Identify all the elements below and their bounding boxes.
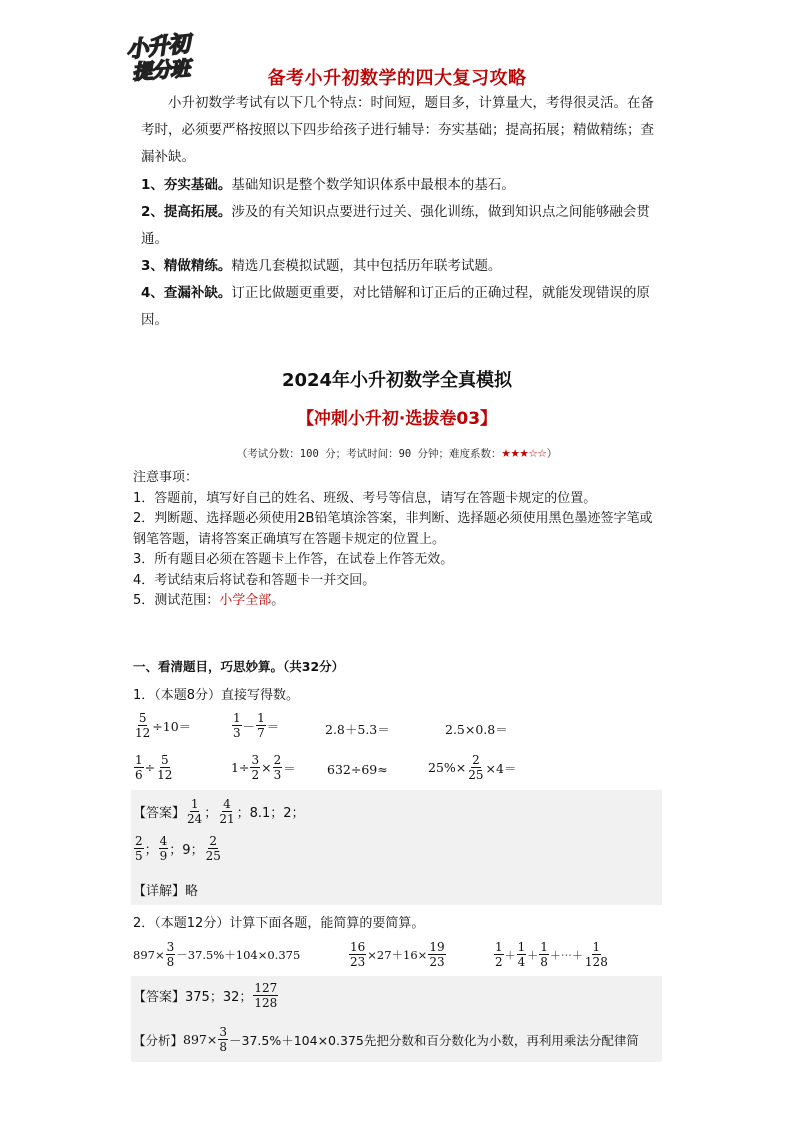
- q1-answer-line-2: [133, 834, 223, 863]
- step-3-text: 精选几套模拟试题，其中包括历年联考试题。: [231, 258, 502, 274]
- fraction: $\frac{5}{12}$: [135, 711, 151, 740]
- scope-value: 小学全部: [219, 593, 272, 608]
- expr-text: ÷10＝: [152, 718, 192, 734]
- step-2-text: 涉及的有关知识点要进行过关、强化训练，做到知识点之间能够融会贯通。: [141, 204, 650, 247]
- step-3: [141, 253, 661, 280]
- star-filled-icon: ★: [510, 443, 520, 461]
- q2-analysis: [133, 1025, 639, 1054]
- expr-text: ×: [261, 760, 272, 775]
- expr-text: 1÷: [231, 760, 250, 775]
- step-4-text: 订正比做题更重要，对比错解和订正后的正确过程，就能发现错误的原因。: [141, 285, 650, 328]
- answer-text: ；: [204, 806, 218, 821]
- fraction: $\frac{1}{4}$: [517, 940, 526, 969]
- fraction: $\frac{1}{24}$: [187, 797, 203, 826]
- section-1-title: 一、看清题目，巧思妙算。（共32分）: [133, 659, 345, 674]
- expr-text: ×27＋16×: [367, 947, 428, 962]
- expr-text: ＋⋯＋: [549, 948, 583, 962]
- expr-text: 25%×: [428, 760, 467, 775]
- star-empty-icon: ☆: [528, 443, 538, 461]
- expr-text: －37.5%＋104×0.375: [176, 947, 301, 962]
- expr-text: ＝: [283, 760, 296, 776]
- fraction: $\frac{5}{12}$: [157, 753, 173, 782]
- step-1-label: 1、夯实基础。: [141, 177, 232, 193]
- fraction: $\frac{16}{23}$: [350, 940, 366, 969]
- question-1-stem: 1．（本题8分）直接写得数。: [133, 688, 300, 703]
- step-1-text: 基础知识是整个数学知识体系中最根本的基石。: [231, 177, 515, 193]
- logo-line-2: 提分班: [131, 56, 190, 84]
- fraction: $\frac{3}{8}$: [166, 940, 175, 969]
- star-filled-icon: ★: [519, 443, 529, 461]
- q1-answer-line-1: [133, 797, 305, 826]
- scope-suffix: 。: [271, 593, 285, 608]
- note-item-scope: [133, 591, 663, 612]
- step-4: [141, 280, 661, 334]
- fraction: $\frac{2}{25}$: [468, 753, 484, 782]
- note-item: 1．答题前，填写好自己的姓名、班级、考号等信息，请写在答题卡规定的位置。: [133, 490, 597, 506]
- fraction: $\frac{1}{3}$: [233, 711, 241, 740]
- q1-item-a: [133, 711, 191, 740]
- step-2: [141, 199, 661, 253]
- note-item: 3．所有题目必须在答题卡上作答，在试卷上作答无效。: [133, 552, 454, 567]
- q1-item-c: 2.8＋5.3＝: [325, 722, 390, 737]
- exam-info-end: ）: [546, 448, 558, 460]
- fraction: $\frac{2}{25}$: [205, 834, 221, 863]
- expr-text: ＋: [527, 948, 539, 962]
- fraction: $\frac{1}{6}$: [135, 753, 143, 782]
- q2-answer: [133, 981, 279, 1010]
- answer-label: 【答案】: [133, 806, 186, 821]
- answer-text: ；9；: [169, 843, 204, 858]
- exam-info: [0, 443, 794, 461]
- note-item: 4．考试结束后将试卷和答题卡一并交回。: [133, 572, 376, 588]
- fraction: $\frac{2}{5}$: [135, 834, 143, 863]
- difficulty-stars: [501, 443, 547, 461]
- q1-item-g: 632÷69≈: [327, 762, 388, 777]
- expr-text: ÷: [144, 760, 156, 775]
- q1-item-h: [428, 753, 516, 782]
- q1-item-e: [133, 753, 174, 782]
- answer-text: ；8.1；2；: [236, 806, 305, 821]
- fraction: $\frac{19}{23}$: [429, 940, 445, 969]
- q1-detail: [133, 880, 198, 899]
- expr-text: －: [242, 718, 256, 734]
- step-3-label: 3、精做精练。: [141, 258, 232, 274]
- fraction: $\frac{1}{8}$: [540, 940, 548, 969]
- detail-text: 略: [185, 884, 199, 899]
- answer-label: 【答案】: [133, 990, 186, 1005]
- expr-text: ×4＝: [485, 760, 517, 776]
- fraction: $\frac{2}{3}$: [273, 753, 282, 782]
- notes: [133, 468, 663, 612]
- expr-text: ＋: [504, 948, 516, 962]
- q1-item-d: 2.5×0.8＝: [445, 722, 508, 737]
- answer-text: ；: [144, 843, 158, 858]
- q2-expr-1: [133, 940, 300, 969]
- fraction: $\frac{1}{2}$: [495, 940, 503, 969]
- expr-text: ＝: [266, 718, 280, 734]
- detail-label: 【详解】: [133, 884, 186, 899]
- expr-text: 897×: [133, 947, 165, 962]
- star-filled-icon: ★: [501, 443, 511, 461]
- fraction: $\frac{4}{21}$: [219, 797, 235, 826]
- answer-text: 375；32；: [185, 990, 253, 1005]
- exam-info-text: （考试分数：100 分；考试时间：90 分钟；难度系数：: [236, 448, 502, 460]
- fraction: $\frac{127}{128}$: [254, 981, 278, 1010]
- header-title: 备考小升初数学的四大复习攻略: [267, 68, 527, 89]
- fraction: $\frac{1}{128}$: [584, 940, 608, 969]
- step-2-label: 2、提高拓展。: [141, 204, 232, 220]
- exam-title: 2024年小升初数学全真模拟: [281, 370, 513, 391]
- note-item: 2．判断题、选择题必须使用2B铅笔填涂答案，非判断、选择题必须使用黑色墨迹签字笔或钢笔答题，请将答案正确填写在答题卡规定的位置上。: [133, 511, 653, 547]
- step-4-label: 4、查漏补缺。: [141, 285, 232, 301]
- q2-expr-2: [348, 940, 447, 969]
- step-1: [141, 172, 661, 199]
- intro-paragraph: 小升初数学考试有以下几个特点：时间短，题目多，计算量大，考得很灵活。在备考时，必须要严格按照以下四步给孩子进行辅导：夯实基础；提高拓展；精做精练；查漏补缺。: [141, 95, 654, 165]
- fraction: $\frac{1}{7}$: [257, 711, 265, 740]
- fraction: $\frac{4}{9}$: [159, 834, 168, 863]
- fraction: $\frac{3}{2}$: [251, 753, 260, 782]
- analysis-text: 897×: [183, 1032, 218, 1047]
- analysis-text: －37.5%＋104×0.375先把分数和百分数化为小数，再利用乘法分配律简: [229, 1032, 639, 1048]
- fraction: $\frac{3}{8}$: [219, 1025, 227, 1054]
- q1-item-b: [231, 711, 279, 740]
- logo-line-1: 小升初: [125, 31, 191, 64]
- q2-expr-3: [493, 940, 610, 969]
- analysis-label: 【分析】: [133, 1032, 184, 1048]
- notes-heading: 注意事项：: [133, 470, 199, 485]
- exam-subtitle: 【冲刺小升初·选拔卷03】: [296, 409, 498, 429]
- scope-prefix: 5．测试范围：: [133, 593, 220, 608]
- star-empty-icon: ☆: [537, 443, 547, 461]
- q1-item-f: [231, 753, 296, 782]
- question-2-stem: 2．（本题12分）计算下面各题，能简算的要简算。: [133, 916, 425, 931]
